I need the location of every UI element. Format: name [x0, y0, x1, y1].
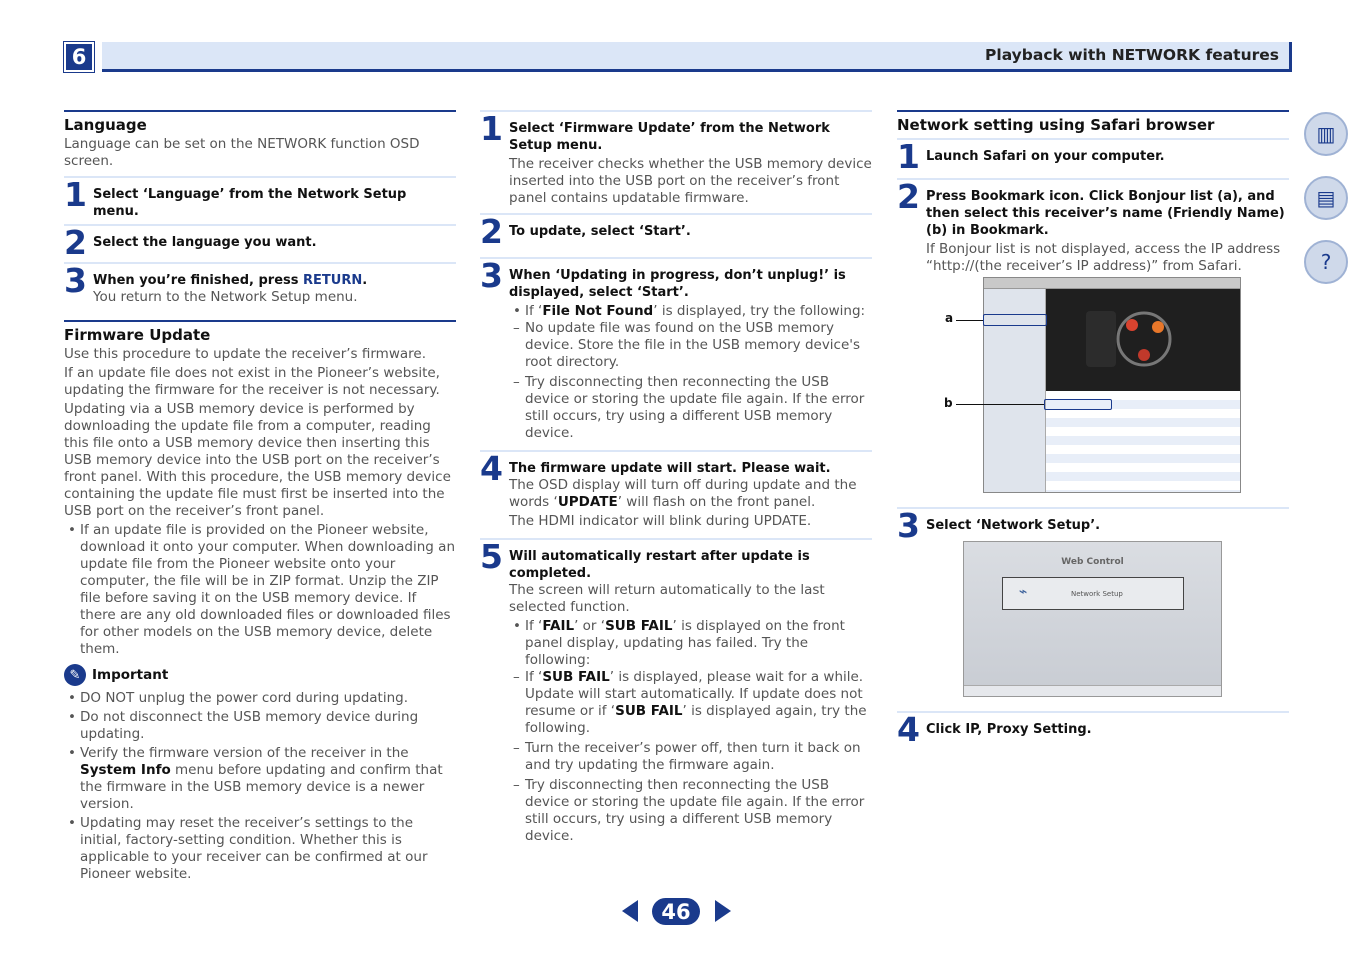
step-text: To update, select ‘Start’.: [509, 224, 691, 239]
language-step-1: [64, 176, 456, 220]
bonjour-list-highlight: [983, 314, 1047, 326]
firmware-p2: If an update file does not exist in the Pioneer’s website, updating the firmware for the receiver is not necessary.: [64, 365, 440, 398]
language-step-2: [64, 223, 456, 262]
column-left: [64, 110, 456, 883]
step-text: The firmware update will start. Please wait.: [509, 461, 831, 476]
step-number: 2: [64, 223, 86, 262]
book-icon[interactable]: ▥: [1304, 112, 1348, 156]
next-page-icon[interactable]: [715, 900, 731, 922]
step-number: 3: [64, 261, 86, 300]
important-heading: ✎ Important: [64, 664, 456, 686]
step-note: You return to the Network Setup menu.: [93, 289, 358, 305]
firmware-step-5: [480, 538, 872, 845]
safari-heading: Network setting using Safari browser: [897, 110, 1289, 134]
callout-a: a: [945, 311, 954, 325]
language-step-3: [64, 262, 456, 306]
friendly-name-highlight: [1044, 399, 1112, 410]
firmware-p3: Updating via a USB memory device is performed by downloading the update file from a computer, reading this file onto a USB memory device then inserting this USB memory device into the USB port on the receiver’s front panel. With this procedure, the USB memory device containing the update file must first be inserted into the USB port on the receiver’s front panel.: [64, 401, 451, 519]
chapter-header-bar: [102, 42, 1292, 72]
safari-screenshot: [983, 277, 1241, 493]
page-number: 46: [652, 898, 700, 925]
language-heading: Language: [64, 110, 456, 134]
step5-dash-2: – Turn the receiver’s power off, then turn it back on and try updating the firmware again.: [496, 740, 872, 774]
step-text: Press Bookmark icon. Click Bonjour list (a), and then select this receiver’s name (Friendly Name) (b) in Bookmark.: [926, 189, 1285, 238]
firmware-step-4: [480, 450, 872, 530]
previous-page-icon[interactable]: [622, 900, 638, 922]
step-text: Will automatically restart after update is completed.: [509, 549, 810, 581]
callout-b-line: [956, 404, 1044, 405]
important-bullet-3: • Verify the firmware version of the receiver in the System Info menu before updating and confirm that the firmware in the USB memory device is a newer version.: [64, 745, 456, 813]
step-number: 1: [897, 137, 919, 176]
safari-step-2: [897, 178, 1289, 275]
step4-note-1: The OSD display will turn off during update and the words ‘UPDATE’ will flash on the front panel.: [509, 477, 857, 510]
step-text: Click IP, Proxy Setting.: [926, 722, 1092, 737]
step-note: The receiver checks whether the USB memory device inserted into the USB port on the receiver’s front panel contains updatable firmware.: [509, 156, 872, 206]
firmware-heading: Firmware Update: [64, 320, 456, 344]
step5-dash-3: – Try disconnecting then reconnecting the USB device or storing the update file again. If the error still occurs, try using a different USB memory device.: [496, 777, 872, 845]
important-bullet-4: • Updating may reset the receiver’s settings to the initial, factory-setting condition. Whether this is applicable to your receiver can be confirmed at our Pioneer website.: [64, 815, 456, 883]
help-icon[interactable]: ?: [1304, 240, 1348, 284]
firmware-p1: Use this procedure to update the receiver’s firmware.: [64, 346, 427, 362]
chapter-number: 6: [64, 42, 94, 72]
important-icon: ✎: [64, 664, 86, 686]
safari-toolbar: [984, 278, 1240, 289]
step-text: When you’re finished, press RETURN.: [93, 273, 368, 288]
important-bullet-1: • DO NOT unplug the power cord during updating.: [64, 690, 456, 707]
callout-a-line: [956, 320, 983, 321]
column-right: [897, 110, 1289, 275]
step-text: Select the language you want.: [93, 235, 317, 250]
step3-dash-2: – Try disconnecting then reconnecting the USB device or storing the update file again. If the error still occurs, try using a different USB memory device.: [496, 374, 872, 442]
step-note: If Bonjour list is not displayed, access the IP address “http://(the receiver’s IP address)” from Safari.: [926, 241, 1281, 274]
column-middle: [480, 110, 872, 845]
step4-note-2: The HDMI indicator will blink during UPDATE.: [509, 513, 812, 529]
step-number: 5: [480, 537, 502, 576]
step-number: 2: [480, 212, 502, 251]
firmware-step-2: [480, 212, 872, 251]
step-text: Select ‘Network Setup’.: [926, 518, 1101, 533]
remote-icon[interactable]: ▤: [1304, 176, 1348, 220]
step-text: Select ‘Firmware Update’ from the Network Setup menu.: [509, 121, 830, 153]
safari-preview: [1046, 289, 1240, 391]
callout-b: b: [944, 396, 953, 410]
firmware-bullet: • If an update file is provided on the Pioneer website, download it onto your computer. When downloading an update file from the Pioneer website onto your computer, the file will be in ZIP format. Unzip the ZIP file before saving it on the USB memory device. If there are any old downloaded files or downloaded files for other models on the USB memory device, delete them.: [64, 522, 456, 658]
step5-bullet: • If ‘FAIL’ or ‘SUB FAIL’ is displayed on the front panel display, updating has failed. Try the following:: [509, 618, 872, 669]
step-number: 1: [480, 109, 502, 148]
safari-step-4: [897, 710, 1289, 749]
network-setup-icon: ⌁: [1019, 584, 1028, 600]
web-control-screenshot: [963, 541, 1222, 697]
step-number: 2: [897, 177, 919, 216]
step-note: The screen will return automatically to the last selected function.: [509, 582, 825, 615]
step-number: 4: [480, 449, 502, 488]
step-text: Select ‘Language’ from the Network Setup menu.: [93, 187, 407, 219]
step-number: 4: [897, 710, 919, 749]
web-control-title: Web Control: [1061, 557, 1124, 567]
network-setup-button[interactable]: [1002, 577, 1184, 610]
safari-step-3: [897, 506, 1289, 545]
step-number: 3: [480, 256, 502, 295]
step-number: 1: [64, 175, 86, 214]
firmware-step-3: [480, 257, 872, 442]
web-control-footer: [964, 685, 1221, 696]
network-setup-label: Network Setup: [1071, 590, 1123, 598]
bonjour-logo-icon: [1046, 289, 1242, 391]
firmware-step-1: [480, 110, 872, 207]
step5-dash-1: – If ‘SUB FAIL’ is displayed, please wait for a while. Update will start automatically. If update does not resume or if ‘SUB FAIL’ is displayed again, try the following.: [496, 669, 872, 737]
safari-step-1: [897, 137, 1289, 176]
step3-bullet: • If ‘File Not Found’ is displayed, try the following:: [509, 303, 872, 320]
step-text: When ‘Updating in progress, don’t unplug!’ is displayed, select ‘Start’.: [509, 268, 846, 300]
step-text: Launch Safari on your computer.: [926, 149, 1165, 164]
step-number: 3: [897, 506, 919, 545]
step3-dash-1: – No update file was found on the USB memory device. Store the file in the USB memory device's root directory.: [496, 320, 872, 371]
chapter-title: Playback with NETWORK features: [985, 46, 1279, 64]
language-intro: Language can be set on the NETWORK function OSD screen.: [64, 136, 420, 169]
important-bullet-2: • Do not disconnect the USB memory device during updating.: [64, 709, 456, 743]
